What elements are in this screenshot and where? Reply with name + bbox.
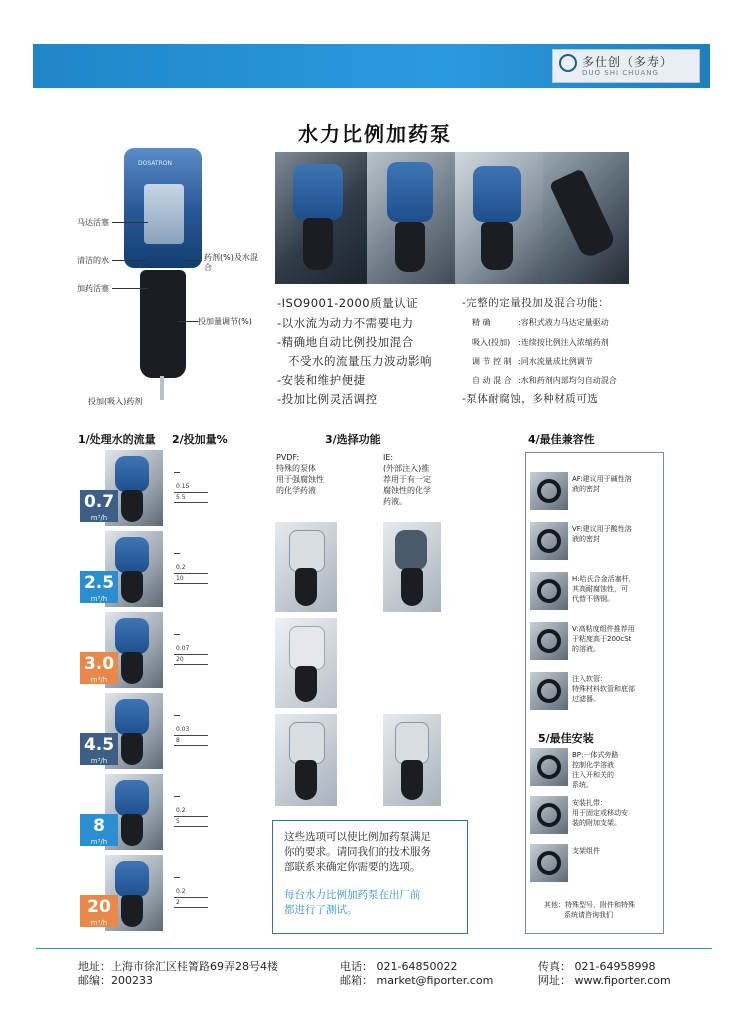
install-text	[572, 798, 660, 828]
flow-unit: m³/h	[90, 838, 108, 846]
install-line: 控制化学溶液	[572, 761, 614, 769]
option-photo-pvdf-1	[275, 522, 337, 612]
note-text	[284, 830, 431, 875]
dosage-scale-line	[174, 826, 208, 827]
compat-line: 特殊材料软管和底部	[572, 685, 635, 693]
flow-value-box	[80, 652, 118, 684]
pump-brand-label: DOSATRON	[138, 160, 172, 167]
note-line: 部联系来确定你需要的选项。	[284, 861, 421, 873]
pump-cutaway-diagram	[110, 148, 220, 408]
compat-line: 液的密封	[572, 485, 600, 493]
dosage-max: 20	[176, 656, 184, 663]
compat-text	[572, 624, 660, 654]
install-line: 支架组件	[572, 847, 600, 855]
feature-heading: -完整的定量投加及混合功能：	[462, 297, 610, 309]
flow-value-box	[80, 571, 118, 603]
compat-code: V:	[572, 625, 579, 633]
feature-key: 自 动 混 合	[472, 376, 512, 385]
footer-fax: 传真： 021-64958998	[538, 960, 656, 973]
dosage-max: 5.5	[176, 494, 186, 501]
note-highlight	[284, 888, 421, 918]
dosage-max: 8	[176, 737, 180, 744]
product-photo-4	[543, 152, 629, 284]
feature-value: :同水流量成比例调节	[518, 357, 593, 366]
option-photo-pvdf-3	[275, 714, 337, 806]
label-chemical-mix: 药剂(%)及水混合	[204, 253, 258, 272]
compat-text	[572, 524, 660, 544]
note-line: 这些选项可以使比例加药泵满足	[284, 831, 431, 843]
flow-value-box	[80, 490, 118, 522]
note-line: 都进行了测试。	[284, 904, 358, 916]
install-photo	[530, 844, 568, 882]
compat-line: 哈氏合金活塞杆，	[579, 575, 636, 583]
dosage-scale-line	[174, 492, 208, 493]
compat-line: 代替不锈钢。	[572, 595, 614, 603]
install-line: 一体式旁路	[583, 751, 619, 759]
install-text	[572, 750, 660, 790]
flow-value: 20	[87, 897, 111, 917]
dosage-scale-line	[174, 664, 208, 665]
install-other-line: 系统请咨询我们	[564, 911, 613, 919]
option-photo-pvdf-2	[275, 618, 337, 708]
feature-key: 吸入(投加)	[472, 338, 511, 347]
feature-value: :容积式液力马达定量驱动	[518, 318, 609, 327]
option-photo-ie-2	[383, 714, 441, 806]
compat-line: 建议用于碱性溶	[582, 475, 632, 483]
label-dosing-piston: 加药活塞	[77, 284, 109, 293]
compat-photo	[530, 672, 568, 710]
section-install: 5/最佳安装	[538, 732, 594, 745]
compat-line: 过滤器。	[572, 695, 600, 703]
feature-item: -以水流为动力不需要电力	[277, 316, 414, 330]
dosage-min: 0.15	[176, 483, 190, 490]
option-text: 的化学药液	[276, 486, 316, 495]
flow-value: 2.5	[83, 573, 115, 593]
page-title: 水力比例加药泵	[298, 122, 452, 146]
compat-line: 的溶液。	[572, 645, 600, 653]
dosage-scale-line	[174, 897, 208, 898]
dosage-scale-line	[174, 796, 180, 797]
dosage-scale-line	[174, 715, 180, 716]
option-text: 特殊的泵体	[276, 464, 316, 473]
dosage-min: 0.03	[176, 726, 190, 733]
dosage-min: 0.2	[176, 807, 186, 814]
compat-line: 于粘度高于200cSt	[572, 635, 632, 643]
option-ie	[383, 452, 431, 507]
feature-item: -安装和维护便捷	[277, 373, 366, 387]
flow-value: 0.7	[83, 492, 115, 512]
flow-value-box	[80, 814, 118, 846]
dosage-min: 0.2	[176, 888, 186, 895]
brand-name: 多仕创（多寿）	[582, 55, 674, 69]
compat-line: 注入软管：	[572, 675, 607, 683]
flow-value: 4.5	[83, 735, 115, 755]
option-code: IE:	[383, 453, 394, 462]
product-photo-3	[455, 152, 543, 284]
feature-item: 不受水的流量压力波动影响	[288, 354, 432, 368]
feature-item: -投加比例灵活调控	[277, 392, 378, 406]
feature-footer: -泵体耐腐蚀，多种材质可选	[462, 393, 599, 405]
footer-divider	[36, 948, 712, 949]
dosage-scale-line	[174, 553, 180, 554]
compat-line: 其高耐腐蚀性，可	[572, 585, 628, 593]
dosage-min: 0.2	[176, 564, 186, 571]
footer-phone: 电话： 021-64850022	[340, 960, 458, 973]
dosage-max: 2	[176, 899, 180, 906]
compat-code: AF:	[572, 475, 583, 483]
install-other-line: 其他：特殊型号，附件和特殊	[544, 901, 635, 909]
compat-line: 建议用于酸性溶	[582, 525, 632, 533]
dosage-max: 10	[176, 575, 184, 582]
install-text	[572, 846, 660, 856]
dosage-scale-line	[174, 745, 208, 746]
label-clean-water: 清洁的水	[77, 256, 109, 265]
compat-photo	[530, 572, 568, 610]
option-photo-ie-1	[383, 522, 441, 612]
section-dosage: 2/投加量%	[172, 433, 228, 446]
flow-unit: m³/h	[90, 676, 108, 684]
dosage-scale-line	[174, 654, 208, 655]
feature-key: 调 节 控 制	[472, 357, 512, 366]
compat-text	[572, 574, 660, 604]
flow-value-box	[80, 895, 118, 927]
flow-unit: m³/h	[90, 514, 108, 522]
compat-line: 高粘度组件推荐用	[578, 625, 635, 633]
flow-unit: m³/h	[90, 757, 108, 765]
dosage-scale-line	[174, 472, 180, 473]
install-photo	[530, 796, 568, 834]
compat-photo	[530, 622, 568, 660]
dosage-scale-line	[174, 573, 208, 574]
label-dose-adjust: 投加量调节(%)	[198, 317, 252, 326]
install-line: 注入开和关的	[572, 771, 614, 779]
dosage-max: 5	[176, 818, 180, 825]
product-photo-1	[275, 152, 367, 284]
option-code: PVDF:	[276, 453, 300, 462]
feature-item: -精确地自动比例投加混合	[277, 335, 414, 349]
install-other	[544, 900, 635, 920]
dosage-scale-line	[174, 907, 208, 908]
option-text: 荐用于有一定	[383, 475, 431, 484]
label-motor-piston: 马达活塞	[77, 218, 109, 227]
compat-code: H:	[572, 575, 580, 583]
option-text: 腐蚀性的化学	[383, 486, 431, 495]
option-pvdf	[276, 452, 324, 496]
install-code: BP:	[572, 751, 584, 759]
compat-photo	[530, 522, 568, 560]
label-dose-suction: 投加(吸入)药剂	[88, 397, 143, 406]
feature-value: :连续按比例注入浓缩药剂	[518, 338, 609, 347]
install-line: 装的附加支架。	[572, 819, 621, 827]
dosage-scale-line	[174, 502, 208, 503]
feature-key: 精 确	[472, 318, 491, 327]
section-flow: 1/处理水的流量	[78, 433, 156, 446]
footer-postcode: 邮编：200233	[78, 974, 153, 987]
option-text: 药液。	[383, 497, 407, 506]
footer-email[interactable]: 邮箱： market@fiporter.com	[340, 974, 494, 987]
dosage-min: 0.07	[176, 645, 190, 652]
flow-unit: m³/h	[90, 919, 108, 927]
install-photo	[530, 748, 568, 786]
footer-address: 地址：上海市徐汇区桂箐路69弄28号4楼	[78, 960, 278, 973]
compat-text	[572, 674, 660, 704]
install-line: 系统。	[572, 781, 593, 789]
dosage-scale-line	[174, 634, 180, 635]
product-photo-2	[367, 152, 455, 284]
section-compat: 4/最佳兼容性	[528, 433, 595, 446]
note-line: 每台水力比例加药泵在出厂前	[284, 889, 421, 901]
option-text: 用于强腐蚀性	[276, 475, 324, 484]
option-text: (外部注入)推	[383, 464, 430, 473]
note-line: 你的要求。请同我们的技术服务	[284, 846, 431, 858]
flow-unit: m³/h	[90, 595, 108, 603]
compat-text	[572, 474, 660, 494]
brand-logo-icon	[559, 54, 577, 72]
dosage-scale-line	[174, 877, 180, 878]
install-line: 安装扎带：	[572, 799, 607, 807]
flow-value: 8	[93, 816, 105, 836]
dosage-scale-line	[174, 583, 208, 584]
compat-line: 液的密封	[572, 535, 600, 543]
flow-value-box	[80, 733, 118, 765]
brand-sub: DUO SHI CHUANG	[582, 69, 659, 77]
section-options: 3/选择功能	[325, 433, 381, 446]
dosage-scale-line	[174, 735, 208, 736]
feature-item: -ISO9001-2000质量认证	[277, 296, 419, 310]
compat-code: VF:	[572, 525, 583, 533]
flow-value: 3.0	[83, 654, 115, 674]
install-line: 用于固定或移动安	[572, 809, 628, 817]
feature-value: :水和药剂内部均匀自动混合	[518, 376, 617, 385]
compat-photo	[530, 472, 568, 510]
footer-web[interactable]: 网址： www.fiporter.com	[538, 974, 671, 987]
dosage-scale-line	[174, 816, 208, 817]
